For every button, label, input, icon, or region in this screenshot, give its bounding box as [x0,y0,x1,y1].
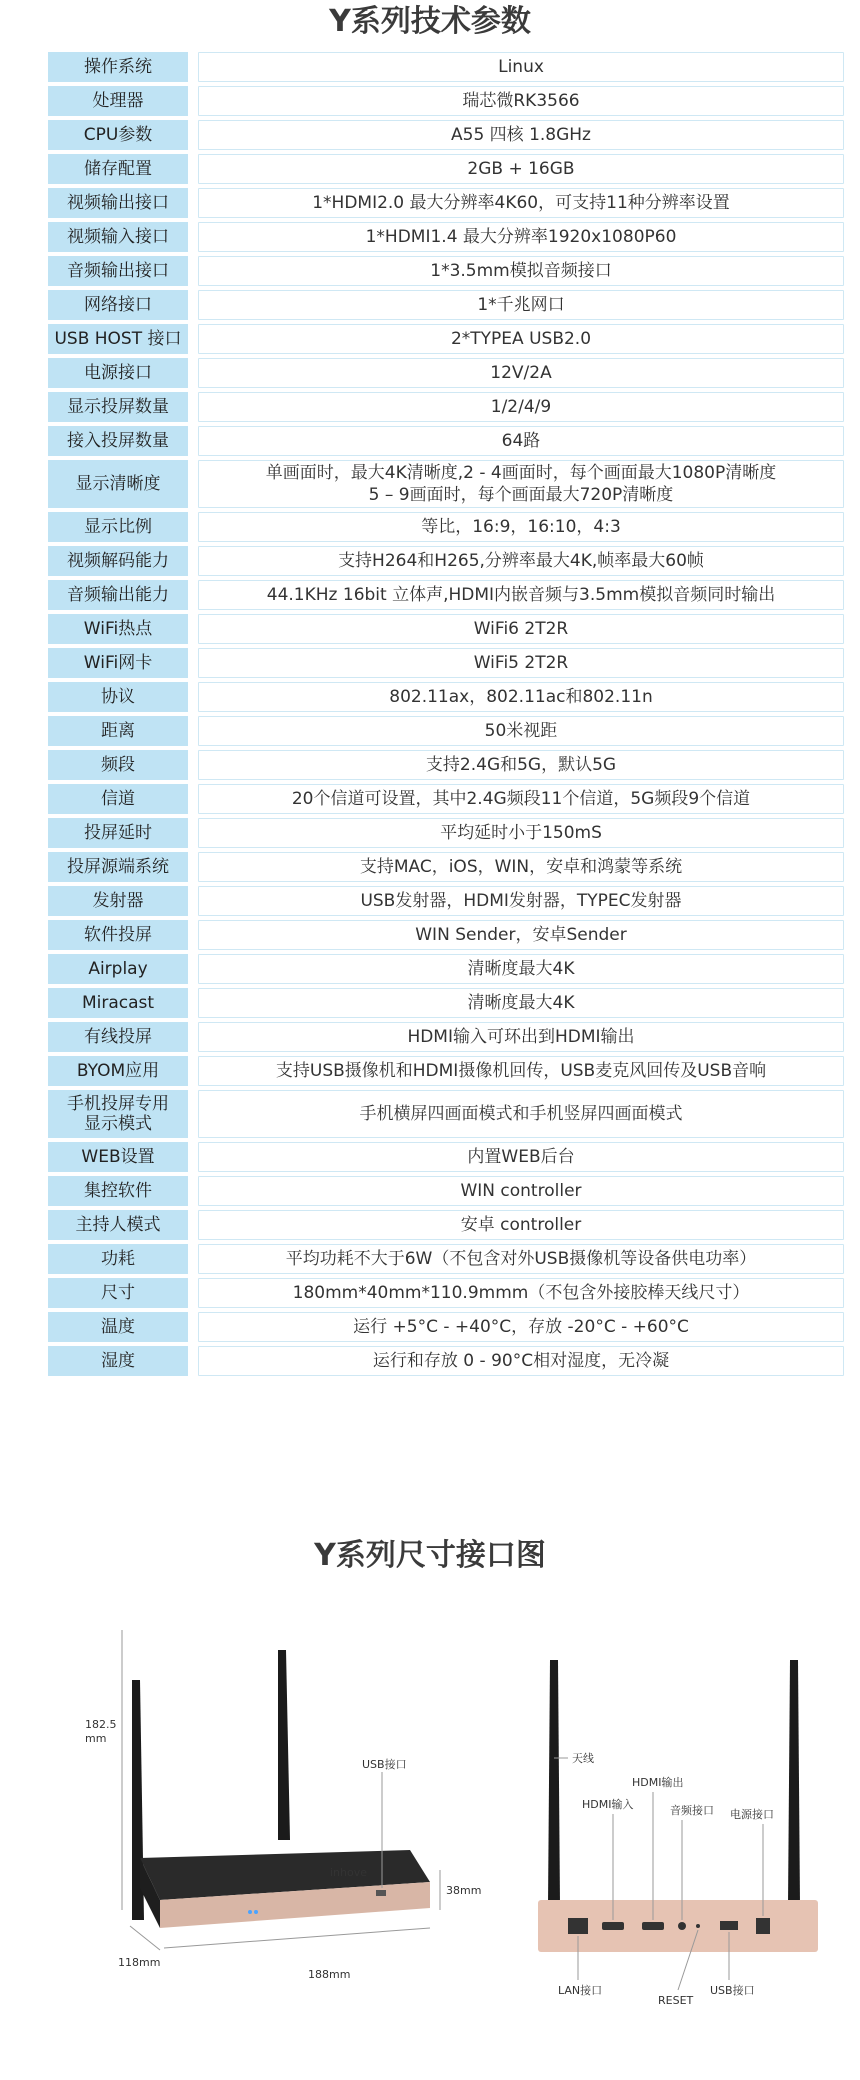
usb-port-icon [720,1921,738,1930]
spec-value: 瑞芯微RK3566 [198,86,844,116]
spec-label: 储存配置 [48,154,188,184]
spec-row [48,1312,844,1342]
spec-row [48,1244,844,1274]
spec-label: 信道 [48,784,188,814]
lan-port-icon [568,1918,588,1934]
spec-label-line: 显示模式 [84,1114,152,1134]
spec-row [48,1022,844,1052]
spec-value: 等比，16:9，16:10，4:3 [198,512,844,542]
spec-label: 功耗 [48,1244,188,1274]
spec-value: 支持USB摄像机和HDMI摄像机回传，USB麦克风回传及USB音响 [198,1056,844,1086]
antenna-right-icon [788,1660,800,1905]
spec-label: 视频输入接口 [48,222,188,252]
spec-label: 电源接口 [48,358,188,388]
dimensions-title: Y系列尺寸接口图 [314,1538,546,1573]
usb-label: USB接口 [710,1984,755,1997]
depth-label: 118mm [118,1956,161,1969]
spec-value-line: 单画面时，最大4K清晰度,2 - 4画面时，每个画面最大1080P清晰度 [265,463,777,483]
spec-value: 支持H264和H265,分辨率最大4K,帧率最大60帧 [198,546,844,576]
spec-row [48,1142,844,1172]
spec-table [48,52,844,1380]
usb-label: USB接口 [362,1758,407,1771]
spec-value: 1/2/4/9 [198,392,844,422]
spec-label: 温度 [48,1312,188,1342]
device-rear-figure [520,1620,840,2020]
spec-label: 软件投屏 [48,920,188,950]
hdmi-out-port-icon [642,1922,664,1930]
spec-row [48,818,844,848]
spec-value: 802.11ax，802.11ac和802.11n [198,682,844,712]
spec-row [48,512,844,542]
spec-value: 手机横屏四画面模式和手机竖屏四画面模式 [198,1090,844,1138]
spec-row [48,682,844,712]
spec-label: 发射器 [48,886,188,916]
spec-value: 清晰度最大4K [198,988,844,1018]
spec-row [48,886,844,916]
spec-value: A55 四核 1.8GHz [198,120,844,150]
spec-row [48,580,844,610]
spec-value: WIN controller [198,1176,844,1206]
spec-label: 音频输出接口 [48,256,188,286]
spec-label: WiFi网卡 [48,648,188,678]
spec-row [48,1056,844,1086]
spec-row [48,988,844,1018]
spec-label: 距离 [48,716,188,746]
power-port-icon [756,1918,770,1934]
spec-row [48,188,844,218]
spec-value: 20个信道可设置，其中2.4G频段11个信道，5G频段9个信道 [198,784,844,814]
spec-label: 显示比例 [48,512,188,542]
spec-value: 运行和存放 0 - 90°C相对湿度，无冷凝 [198,1346,844,1376]
spec-row [48,392,844,422]
spec-label: BYOM应用 [48,1056,188,1086]
spec-value: 64路 [198,426,844,456]
spec-label: 湿度 [48,1346,188,1376]
spec-value: 12V/2A [198,358,844,388]
spec-label [48,1090,188,1138]
led-indicator-icon [254,1910,258,1914]
spec-value: Linux [198,52,844,82]
power-label: 电源接口 [730,1808,774,1821]
specs-title: Y系列技术参数 [329,4,531,39]
audio-label: 音频接口 [670,1804,714,1817]
spec-row [48,1176,844,1206]
spec-value: 安卓 controller [198,1210,844,1240]
spec-row [48,290,844,320]
antenna-right-icon [278,1650,290,1840]
spec-row [48,154,844,184]
spec-value: 44.1KHz 16bit 立体声,HDMI内嵌音频与3.5mm模拟音频同时输出 [198,580,844,610]
spec-value: 平均延时小于150mS [198,818,844,848]
spec-row [48,1346,844,1376]
spec-value-line: 5 – 9画面时，每个画面最大720P清晰度 [368,485,674,505]
spec-label: 有线投屏 [48,1022,188,1052]
reset-label: RESET [658,1994,694,2007]
antenna-label: 天线 [572,1752,594,1765]
spec-label: 集控软件 [48,1176,188,1206]
spec-row [48,546,844,576]
spec-value: 内置WEB后台 [198,1142,844,1172]
spec-row [48,324,844,354]
height-label: 182.5 [85,1718,117,1731]
spec-row [48,648,844,678]
spec-label: 尺寸 [48,1278,188,1308]
spec-label: 处理器 [48,86,188,116]
spec-label: Airplay [48,954,188,984]
hdmi-out-label: HDMI输出 [632,1776,684,1789]
spec-label: USB HOST 接口 [48,324,188,354]
spec-value: 1*3.5mm模拟音频接口 [198,256,844,286]
spec-value: 1*千兆网口 [198,290,844,320]
brand-logo: inhove [330,1866,368,1879]
spec-row [48,1210,844,1240]
spec-value: 平均功耗不大于6W（不包含对外USB摄像机等设备供电功率） [198,1244,844,1274]
reset-button-icon[interactable] [696,1924,700,1928]
width-label: 188mm [308,1968,351,1981]
spec-label: 显示清晰度 [48,460,188,508]
spec-value: 支持MAC，iOS，WIN，安卓和鸿蒙等系统 [198,852,844,882]
spec-label: 操作系统 [48,52,188,82]
led-indicator-icon [248,1910,252,1914]
spec-label-line: 手机投屏专用 [67,1094,169,1114]
spec-value: 2GB + 16GB [198,154,844,184]
spec-row [48,460,844,508]
spec-value: 运行 +5°C - +40°C，存放 -20°C - +60°C [198,1312,844,1342]
spec-label: 协议 [48,682,188,712]
spec-value: 1*HDMI2.0 最大分辨率4K60，可支持11种分辨率设置 [198,188,844,218]
device-perspective-figure [85,1620,500,2020]
spec-row [48,750,844,780]
spec-value: HDMI输入可环出到HDMI输出 [198,1022,844,1052]
spec-label: CPU参数 [48,120,188,150]
spec-row [48,716,844,746]
spec-row [48,52,844,82]
spec-label: 频段 [48,750,188,780]
spec-row [48,86,844,116]
spec-label: 投屏源端系统 [48,852,188,882]
antenna-left-icon [548,1660,560,1905]
thickness-label: 38mm [446,1884,482,1897]
audio-port-icon [678,1922,686,1930]
spec-row [48,852,844,882]
spec-row [48,358,844,388]
usb-port-icon [376,1890,386,1896]
spec-row [48,954,844,984]
hdmi-in-port-icon [602,1922,624,1930]
spec-label: WiFi热点 [48,614,188,644]
spec-row [48,120,844,150]
spec-value: 180mm*40mm*110.9mmm（不包含外接胶棒天线尺寸） [198,1278,844,1308]
spec-value: 50米视距 [198,716,844,746]
spec-label: 视频输出接口 [48,188,188,218]
hdmi-in-label: HDMI输入 [582,1798,634,1811]
spec-label: 显示投屏数量 [48,392,188,422]
spec-value: USB发射器，HDMI发射器，TYPEC发射器 [198,886,844,916]
spec-value: 2*TYPEA USB2.0 [198,324,844,354]
spec-row [48,614,844,644]
spec-row [48,426,844,456]
spec-row [48,784,844,814]
spec-label: 投屏延时 [48,818,188,848]
spec-label: 音频输出能力 [48,580,188,610]
spec-row [48,222,844,252]
spec-row [48,256,844,286]
spec-value [198,460,844,508]
spec-row [48,1090,844,1138]
spec-label: 视频解码能力 [48,546,188,576]
spec-value: WiFi6 2T2R [198,614,844,644]
spec-row [48,1278,844,1308]
spec-row [48,920,844,950]
spec-label: 主持人模式 [48,1210,188,1240]
spec-value: 1*HDMI1.4 最大分辨率1920x1080P60 [198,222,844,252]
height-unit: mm [85,1732,107,1745]
lan-label: LAN接口 [558,1984,603,1997]
spec-value: WiFi5 2T2R [198,648,844,678]
spec-label: 接入投屏数量 [48,426,188,456]
spec-value: 支持2.4G和5G，默认5G [198,750,844,780]
spec-value: 清晰度最大4K [198,954,844,984]
spec-label: 网络接口 [48,290,188,320]
spec-label: WEB设置 [48,1142,188,1172]
spec-label: Miracast [48,988,188,1018]
spec-value: WIN Sender，安卓Sender [198,920,844,950]
